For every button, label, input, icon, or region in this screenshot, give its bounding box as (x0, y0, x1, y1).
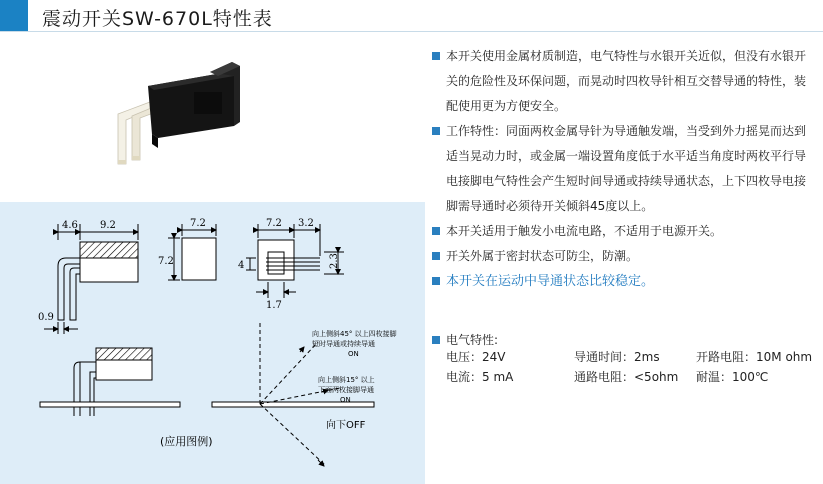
highlight-bullet (432, 269, 817, 294)
description-bullet-2 (432, 119, 817, 219)
electrical-specs (432, 330, 817, 384)
electrical-specs-title: 电气特性: (432, 330, 817, 350)
spec-temperature: 耐温：100℃ (696, 370, 769, 384)
highlight-bullet-text: 本开关在运动中导通状态比较稳定。 (446, 274, 655, 289)
product-image (110, 52, 260, 172)
spec-on-resistance: 通路电阻：<5ohm (574, 370, 679, 384)
annotation-45-line1: 向上侧斜45° 以上四枚接脚 (312, 330, 397, 338)
description-bullet-text: 工作特性：同面两枚金属导针为导通触发端，当受到外力摇晃而达到适当晃动力时，或金属一端设置角度低于水平适当角度时两枚平行导电接脚电气特性会产生短时间导通或持续导通状态，上下四枚导电接脚需导通时必须待开关倾斜45度以上。 (446, 124, 807, 213)
dim-1-7: 1.7 (266, 300, 282, 311)
spec-current: 电流：5 mA (446, 370, 514, 384)
description-bullet-1 (432, 44, 817, 119)
annotation-15-line1: 向上侧斜15° 以上 (318, 376, 375, 384)
description-bullet-text: 本开关适用于触发小电流电路，不适用于电源开关。 (446, 224, 723, 238)
dim-7-2-side: 7.2 (158, 256, 174, 267)
description-column (432, 44, 817, 294)
description-bullet-4 (432, 244, 817, 269)
diagram-caption: (应用图例) (160, 435, 213, 448)
dim-4: 4 (238, 260, 245, 271)
dimension-diagram-panel (0, 202, 425, 484)
title-bar (0, 0, 823, 32)
dim-2-3: 2.3 (329, 253, 340, 269)
description-bullet-3 (432, 219, 817, 244)
annotation-15-line2: 下面两枚接脚导通 (318, 386, 374, 394)
spec-voltage: 电压：24V (446, 350, 506, 364)
page-title: 震动开关SW-670L特性表 (42, 8, 273, 30)
dim-0-9: 0.9 (38, 312, 54, 323)
dim-7-2-front: 7.2 (190, 218, 206, 229)
dim-3-2: 3.2 (298, 218, 314, 229)
dim-7-2-top: 7.2 (266, 218, 282, 229)
dim-4-6: 4.6 (62, 220, 78, 231)
dimension-diagram (0, 202, 425, 484)
annotation-down: 向下OFF (326, 420, 366, 431)
dim-9-2: 9.2 (100, 220, 116, 231)
title-divider (0, 31, 823, 32)
spec-open-resistance: 开路电阻：10M ohm (696, 350, 813, 364)
description-bullet-text: 开关外属于密封状态可防尘，防潮。 (446, 249, 639, 263)
spec-on-time: 导通时间：2ms (574, 350, 660, 364)
annotation-15-line3: ON (340, 396, 351, 404)
title-accent-block (0, 0, 28, 32)
description-bullet-text: 本开关使用金属材质制造，电气特性与水银开关近似，但没有水银开关的危险性及环保问题，而晃动时四枚导针相互交替导通的特性，装配使用更为方便安全。 (446, 49, 807, 113)
annotation-45-line2: 短时导通或持续导通 (312, 340, 375, 348)
annotation-45-line3: ON (348, 350, 359, 358)
